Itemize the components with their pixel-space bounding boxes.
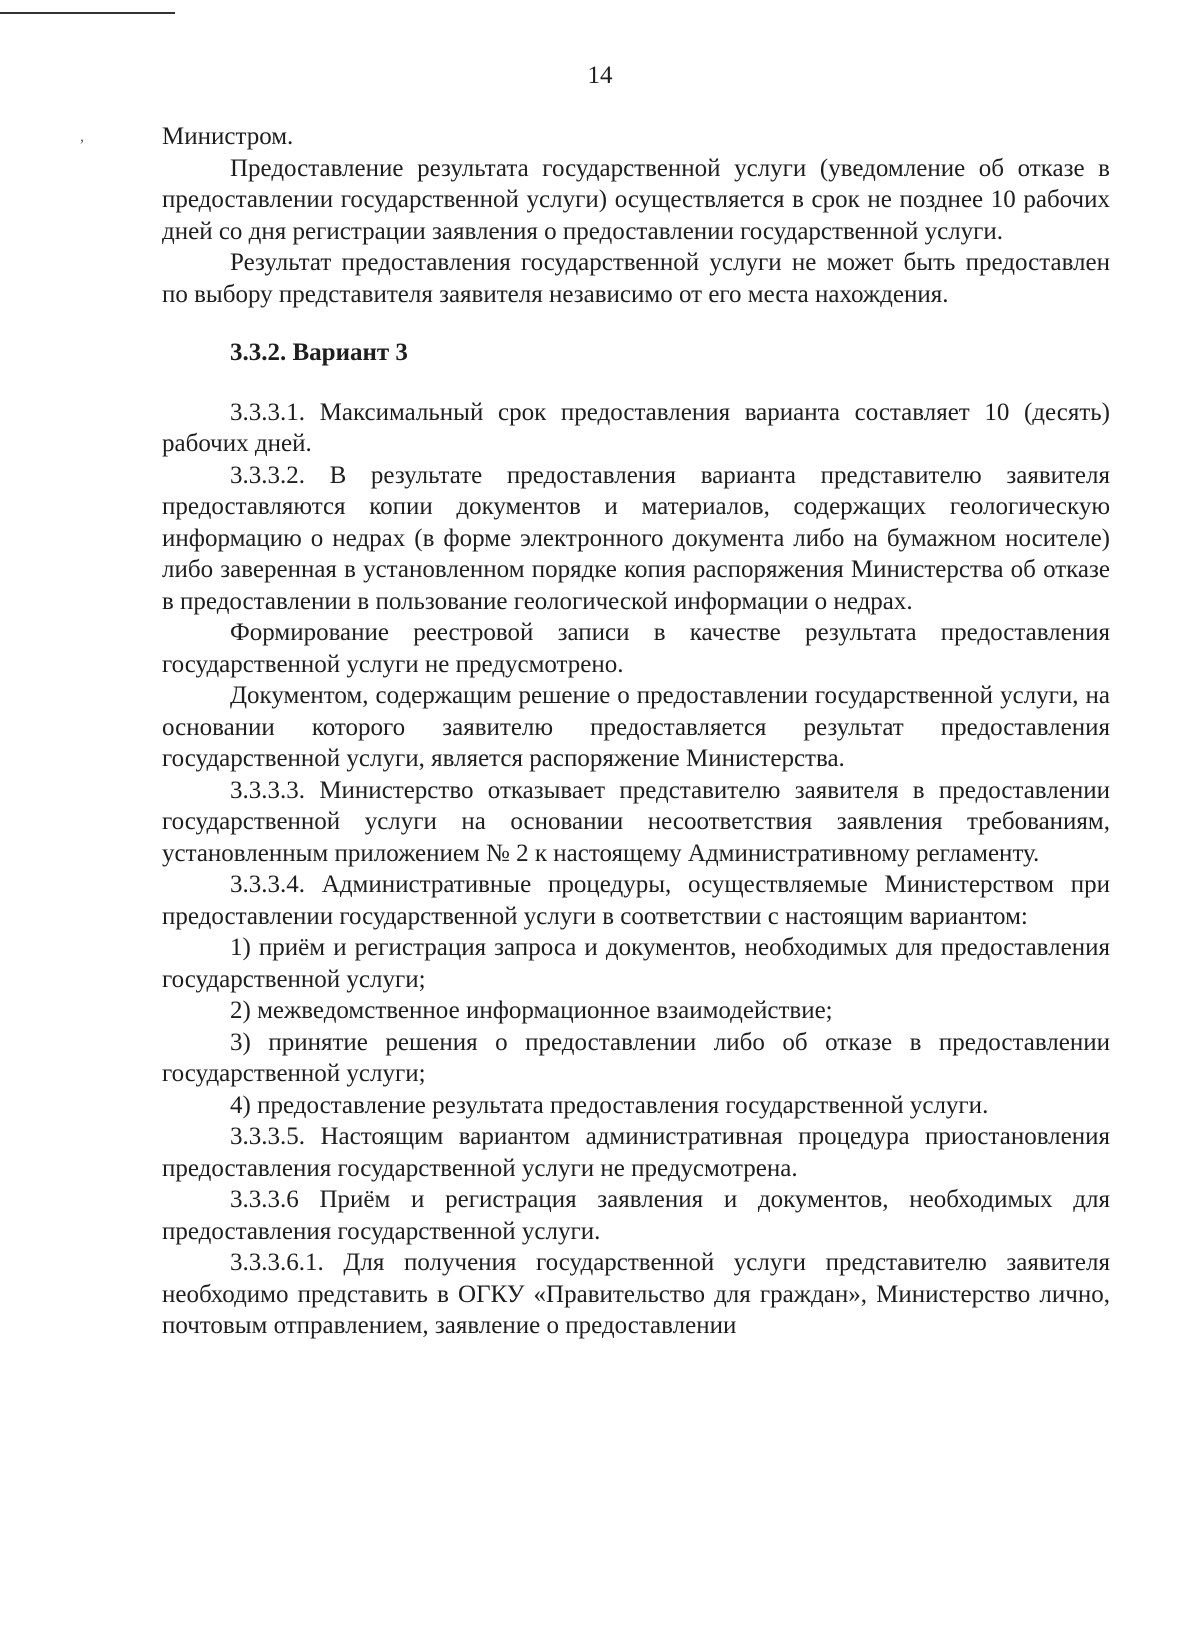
list-item: 3) принятие решения о предоставлении либо об отказе в предоставлении государственной услуги; [162, 1028, 1110, 1087]
paragraph: 3.3.3.6 Приём и регистрация заявления и документов, необходимых для предоставления государственной услуги. [162, 1186, 1110, 1245]
paragraph: 3.3.3.4. Административные процедуры, осуществляемые Министерством при предоставлении государственной услуги в соответствии с настоящим вариантом: [162, 871, 1110, 930]
paragraph: 3.3.3.1. Максимальный срок предоставления варианта составляет 10 (десять) рабочих дней. [162, 398, 1110, 457]
list-item: 1) приём и регистрация запроса и документов, необходимых для предоставления государственной услуги; [162, 934, 1110, 993]
paragraph: 3.3.3.2. В результате предоставления варианта представителю заявителя предоставляются копии документов и материалов, содержащих геологическую информацию о недрах (в форме электронного документа либо на бумажном носителе) либо заверенная в установленном порядке копия распоряжения Министерства об отказе в предоставлении в пользование геологической информации о недрах. [162, 461, 1110, 615]
page-number: 14 [587, 62, 613, 89]
top-rule [0, 12, 175, 14]
list-item: 2) межведомственное информационное взаимодействие; [230, 997, 833, 1024]
section-heading: 3.3.2. Вариант 3 [230, 339, 408, 366]
paragraph: 3.3.3.6.1. Для получения государственной услуги представителю заявителя необходимо представить в ОГКУ «Правительство для граждан», Министерство лично, почтовым отправлением, заявление о предоставлении [162, 1249, 1110, 1339]
paragraph: Предоставление результата государственной услуги (уведомление об отказе в предоставлении государственной услуги) осуществляется в срок не позднее 10 рабочих дней со дня регистрации заявления о предоставлении государственной услуги. [162, 154, 1110, 245]
paragraph: 3.3.3.5. Настоящим вариантом административная процедура приостановления предоставления государственной услуги не предусмотрена. [162, 1123, 1110, 1182]
paragraph: Министром. [162, 123, 294, 150]
paragraph: 3.3.3.3. Министерство отказывает представителю заявителя в предоставлении государственной услуги на основании несоответствия заявления требованиям, установленным приложением № 2 к настоящему Административному регламенту. [162, 776, 1110, 867]
paragraph: Документом, содержащим решение о предоставлении государственной услуги, на основании которого заявителю предоставляется результат предоставления государственной услуги, является распоряжение Министерства. [162, 682, 1110, 772]
paragraph: Формирование реестровой записи в качестве результата предоставления государственной услуги не предусмотрено. [162, 619, 1110, 678]
paragraph: Результат предоставления государственной услуги не может быть предоставлен по выбору представителя заявителя независимо от его места нахождения. [162, 249, 1110, 308]
document-body [162, 121, 1110, 1342]
margin-mark: , [80, 128, 84, 145]
list-item: 4) предоставление результата предоставления государственной услуги. [230, 1091, 989, 1119]
